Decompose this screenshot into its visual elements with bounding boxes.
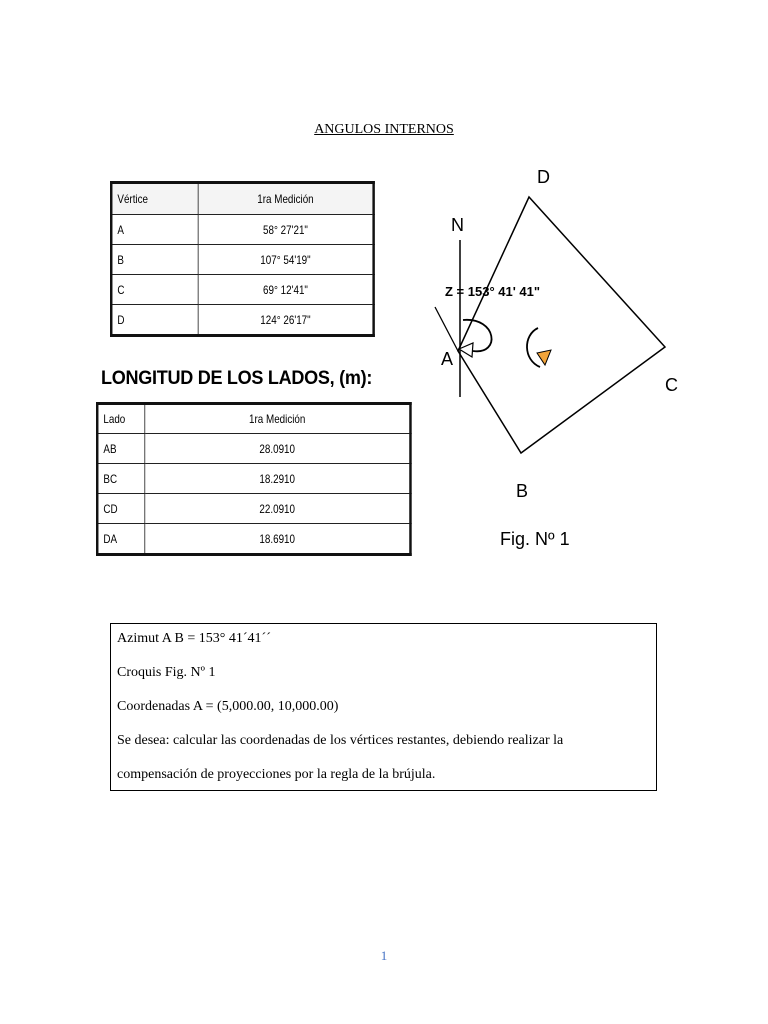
task-line-continued: compensación de proyecciones por la regla de la brújula. [117,767,436,782]
vertex-cell: B [111,245,198,275]
length-cell: 18.2910 [145,464,411,494]
vertex-label-b: B [516,481,529,501]
lengths-heading: LONGITUD DE LOS LADOS, (m): [101,368,373,389]
azimuth-line: Azimut A B = 153° 41´41´´ [117,631,271,646]
length-cell: 18.6910 [145,524,411,555]
angle-cell: 124° 26'17" [198,305,373,336]
rotation-arrow-icon [537,350,551,365]
rotation-arc [527,328,540,367]
angle-cell: 69° 12'41" [198,275,373,305]
lengths-header-side: Lado [97,404,145,434]
table-row [97,464,410,494]
angle-cell: 58° 27'21" [198,215,373,245]
page-number: 1 [380,948,388,963]
sketch-reference-line: Croquis Fig. Nº 1 [117,665,216,680]
side-cell: CD [97,494,145,524]
table-row [111,305,373,336]
table-row [97,494,410,524]
table-row [111,275,373,305]
coordinates-line: Coordenadas A = (5,000.00, 10,000.00) [117,699,339,714]
page-title: ANGULOS INTERNOS [314,122,454,137]
table-row [97,434,410,464]
length-cell: 22.0910 [145,494,411,524]
side-cell: AB [97,434,145,464]
vertex-cell: A [111,215,198,245]
vertex-cell: D [111,305,198,336]
polygon-outline [458,197,665,453]
lengths-table-header-row [97,404,410,434]
north-label: N [451,215,464,235]
side-ab-extension [435,307,458,351]
vertex-label-d: D [537,167,550,187]
lengths-header-measurement: 1ra Medición [145,404,411,434]
problem-statement-box [110,623,657,791]
angles-table [110,181,375,337]
figure-caption: Fig. Nº 1 [500,529,570,549]
angles-header-vertex: Vértice [111,183,198,215]
table-row [111,245,373,275]
vertex-cell: C [111,275,198,305]
table-row [111,215,373,245]
side-cell: DA [97,524,145,555]
angles-table-header-row [111,183,373,215]
side-cell: BC [97,464,145,494]
vertex-label-c: C [665,375,678,395]
angles-header-measurement: 1ra Medición [198,183,373,215]
vertex-label-a: A [441,349,454,369]
length-cell: 28.0910 [145,434,411,464]
azimuth-label: Z = 153° 41' 41" [445,284,541,299]
polygon-sketch [425,155,695,555]
angle-cell: 107° 54'19" [198,245,373,275]
table-row [97,524,410,555]
task-line: Se desea: calcular las coordenadas de los vértices restantes, debiendo realizar la [117,733,564,748]
lengths-table [96,402,412,556]
